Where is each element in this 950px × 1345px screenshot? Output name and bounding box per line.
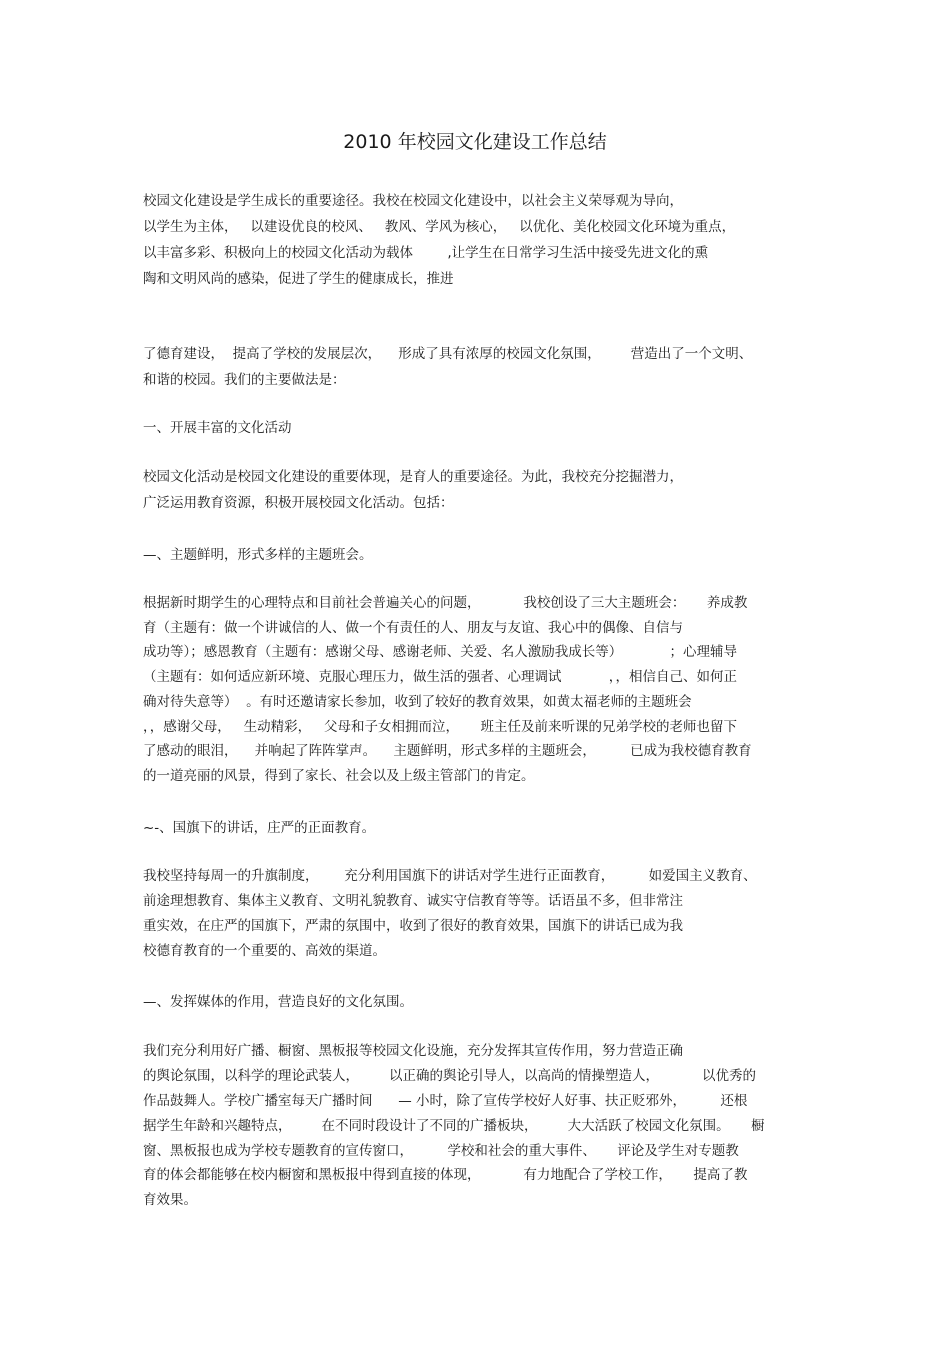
document-title: 2010 年校园文化建设工作总结	[343, 131, 607, 153]
paragraph-line: 校园文化活动是校园文化建设的重要体现，是育人的重要途径。为此，我校充分挖掘潜力，	[143, 469, 683, 485]
subsection-heading: —、发挥媒体的作用，营造良好的文化氛围。	[143, 994, 413, 1010]
paragraph-line: 了德育建设， 提高了学校的发展层次， 形成了具有浓厚的校园文化氛围， 营造出了一个文明、	[143, 346, 753, 362]
paragraph-line: 根据新时期学生的心理特点和目前社会普遍关心的问题， 我校创设了三大主题班会： 养成教	[143, 595, 748, 611]
paragraph-line: 确对待失意等） 。有时还邀请家长参加，收到了较好的教育效果，如黄太福老师的主题班会	[143, 694, 692, 710]
paragraph-line: 了感动的眼泪， 并响起了阵阵掌声。 主题鲜明，形式多样的主题班会， 已成为我校德育教育	[143, 743, 752, 759]
paragraph-line: 作品鼓舞人。学校广播室每天广播时间 — 小时，除了宣传学校好人好事、扶正贬邪外， 还根	[143, 1093, 748, 1109]
paragraph-line: 的一道亮丽的风景，得到了家长、社会以及上级主管部门的肯定。	[143, 768, 535, 784]
paragraph-line: 校德育教育的一个重要的、高效的渠道。	[143, 943, 386, 959]
paragraph-line: 育效果。	[143, 1192, 197, 1208]
paragraph-line: 和谐的校园。我们的主要做法是：	[143, 372, 346, 388]
paragraph-line: 窗、黑板报也成为学校专题教育的宣传窗口， 学校和社会的重大事件、 评论及学生对专题教	[143, 1143, 739, 1159]
paragraph-line: 我校坚持每周一的升旗制度， 充分利用国旗下的讲话对学生进行正面教育， 如爱国主义教育、	[143, 868, 757, 884]
paragraph-line: ，，感谢父母， 生动精彩， 父母和子女相拥而泣， 班主任及前来听课的兄弟学校的老师也留下	[143, 719, 737, 735]
paragraph-line: 校园文化建设是学生成长的重要途径。我校在校园文化建设中，以社会主义荣辱观为导向，	[143, 193, 683, 209]
paragraph-line: 陶和文明风尚的感染，促进了学生的健康成长，推进	[143, 271, 454, 287]
paragraph-line: 育的体会都能够在校内橱窗和黑板报中得到直接的体现， 有力地配合了学校工作， 提高了教	[143, 1167, 748, 1183]
paragraph-line: 前途理想教育、集体主义教育、文明礼貌教育、诚实守信教育等等。话语虽不多，但非常注	[143, 893, 683, 909]
paragraph-line: 重实效，在庄严的国旗下，严肃的氛围中，收到了很好的教育效果，国旗下的讲话已成为我	[143, 918, 683, 934]
paragraph-line: 的舆论氛围，以科学的理论武装人， 以正确的舆论引导人，以高尚的情操塑造人， 以优秀的	[143, 1068, 756, 1084]
subsection-heading: ~-、国旗下的讲话，庄严的正面教育。	[143, 820, 376, 836]
section-heading: 一、开展丰富的文化活动	[143, 420, 292, 436]
paragraph-line: （主题有：如何适应新环境、克服心理压力，做生活的强者、心理调试 ，，相信自己、如何正	[143, 669, 737, 685]
paragraph-line: 以学生为主体， 以建设优良的校风、 教风、学风为核心， 以优化、美化校园文化环境为重点，	[143, 219, 736, 235]
paragraph-line: 广泛运用教育资源，积极开展校园文化活动。包括：	[143, 495, 454, 511]
paragraph-line: 成功等）；感恩教育（主题有：感谢父母、感谢老师、关爱、名人激励我成长等） ；心理辅导	[143, 644, 737, 660]
paragraph-line: 以丰富多彩、积极向上的校园文化活动为载体 ,让学生在日常学习生活中接受先进文化的熏	[143, 245, 709, 261]
paragraph-line: 据学生年龄和兴趣特点， 在不同时段设计了不同的广播板块， 大大活跃了校园文化氛围。 橱	[143, 1118, 765, 1134]
subsection-heading: —、主题鲜明，形式多样的主题班会。	[143, 547, 373, 563]
paragraph-line: 我们充分利用好广播、橱窗、黑板报等校园文化设施，充分发挥其宣传作用，努力营造正确	[143, 1043, 683, 1059]
paragraph-line: 育（主题有：做一个讲诚信的人、做一个有责任的人、朋友与友谊、我心中的偶像、自信与	[143, 620, 683, 636]
